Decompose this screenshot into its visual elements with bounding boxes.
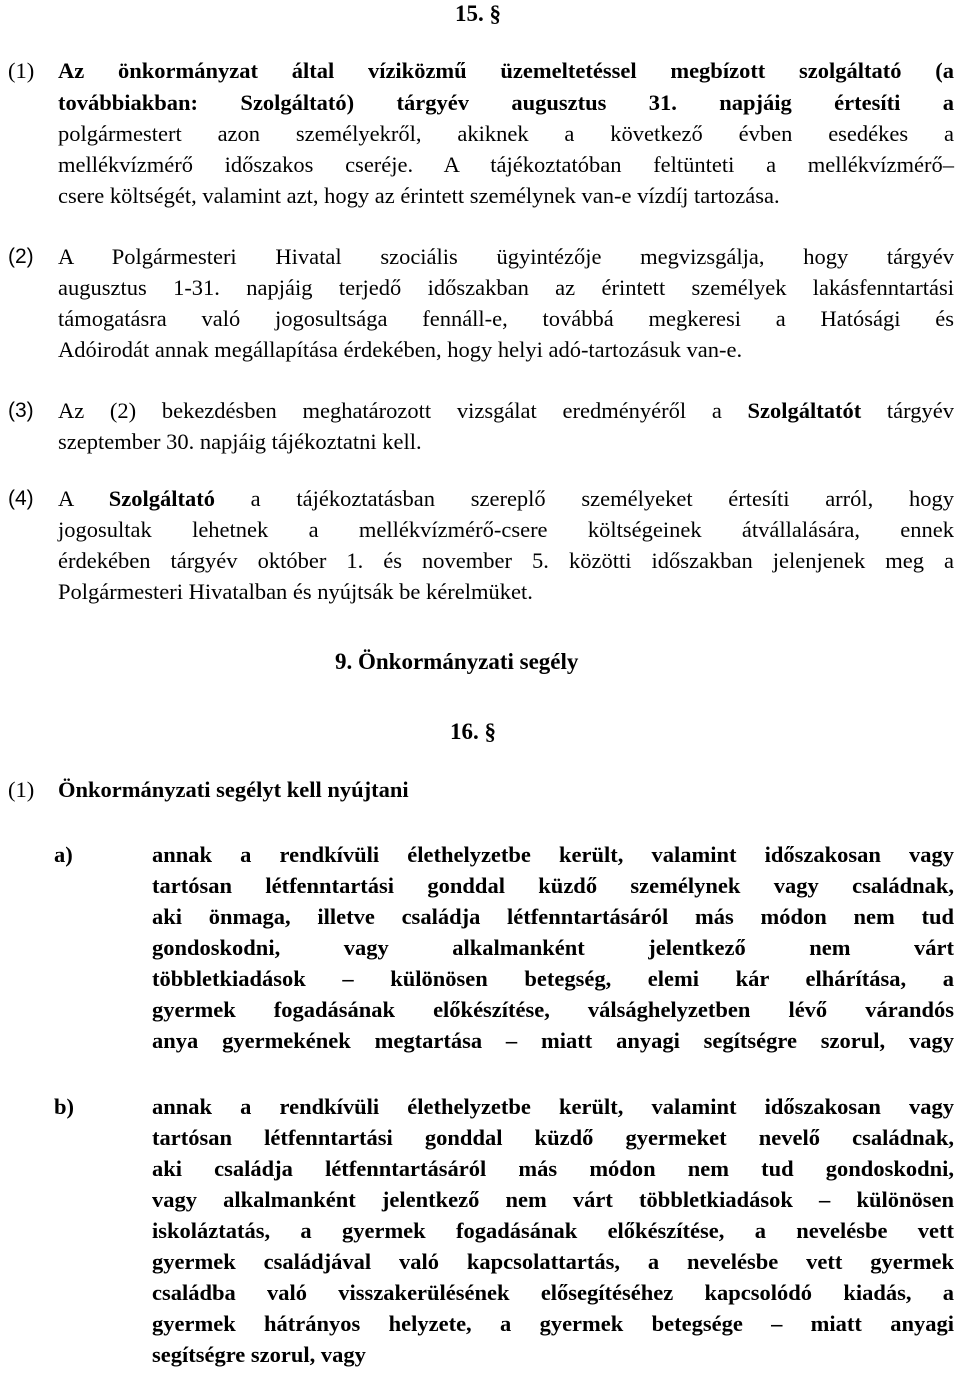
paragraph-line: jogosultak lehetnek a mellékvízmérő-csere költségeinek átvállalására, ennek [58, 517, 954, 542]
list-item-label: b) [54, 1094, 75, 1119]
defined-term: Szolgáltató [108, 486, 215, 511]
chapter-title: 9. Önkormányzati segély [335, 649, 579, 674]
list-item-line: aki önmaga, illetve családja létfenntartásáról más módon nem tud [152, 904, 954, 929]
list-item-label: a) [54, 842, 73, 867]
paragraph-number: (3) [8, 399, 34, 422]
paragraph-line: Adóirodát annak megállapítása érdekében, hogy helyi adó-tartozásuk van-e. [58, 337, 743, 362]
list-item-line: annak a rendkívüli élethelyzetbe került, valamint időszakosan vagy [152, 1094, 954, 1119]
paragraph-line: mellékvízmérő időszakos cseréje. A tájékoztatóban feltünteti a mellékvízmérő– [58, 152, 954, 177]
list-item-line: aki családja létfenntartásáról más módon nem tud gondoskodni, [152, 1156, 954, 1181]
paragraph-line: Polgármesteri Hivatalban és nyújtsák be kérelmüket. [58, 579, 533, 604]
paragraph-line: Az (2) bekezdésben meghatározott vizsgálat eredményéről a Szolgáltatót tárgyév [58, 398, 954, 423]
paragraph-line [58, 88, 954, 118]
list-item-line: annak a rendkívüli élethelyzetbe került, valamint időszakosan vagy [152, 842, 954, 867]
paragraph-intro: Önkormányzati segélyt kell nyújtani [58, 777, 409, 802]
section-16-heading: 16. § [450, 719, 496, 744]
paragraph-line: csere költségét, valamint azt, hogy az érintett személynek van-e vízdíj tartozása. [58, 183, 780, 208]
list-item-line: tartósan létfenntartási gonddal küzdő személynek vagy családnak, [152, 873, 954, 898]
paragraph-line: A Polgármesteri Hivatal szociális ügyintézője megvizsgálja, hogy tárgyév [58, 244, 954, 269]
defined-term: Szolgáltatót [747, 398, 862, 423]
list-item-line: gyermek családjával való kapcsolattartás, a nevelésbe vett gyermek [152, 1249, 954, 1274]
list-item-line: gyermek hátrányos helyzete, a gyermek betegsége – miatt anyagi [152, 1311, 954, 1336]
paragraph-line: A Szolgáltató a tájékoztatásban szereplő személyeket értesíti arról, hogy [58, 486, 954, 511]
paragraph-number: (2) [8, 245, 34, 268]
paragraph-number: (1) [8, 58, 35, 83]
section-15-heading: 15. § [455, 1, 501, 26]
list-item-line: családba való visszakerülésének elősegítéséhez kapcsolódó kiadás, a [152, 1280, 954, 1305]
list-item-line: gondoskodni, vagy alkalmanként jelentkező nem várt [152, 935, 954, 960]
list-item-line: iskoláztatás, a gyermek fogadásának előkészítése, a nevelésbe vett [152, 1218, 954, 1243]
paragraph-line: támogatásra való jogosultsága fennáll-e, továbbá megkeresi a Hatósági és [58, 306, 954, 331]
list-item-line: anya gyermekének megtartása – miatt anyagi segítségre szorul, vagy [152, 1028, 954, 1053]
paragraph-number: (4) [8, 487, 34, 510]
paragraph-number: (1) [8, 777, 35, 802]
list-item-line: vagy alkalmanként jelentkező nem várt többletkiadások – különösen [152, 1187, 954, 1212]
paragraph-line: Az önkormányzat által víziközmű üzemeltetéssel megbízott szolgáltató (a [58, 58, 954, 83]
paragraph-line: augusztus 1-31. napjáig terjedő időszakban az érintett személyek lakásfenntartási [58, 275, 954, 300]
list-item-line: gyermek fogadásának előkészítése, válsághelyzetben lévő várandós [152, 997, 954, 1022]
paragraph-line: szeptember 30. napjáig tájékoztatni kell. [58, 429, 422, 454]
defined-term: továbbiakban: Szolgáltató) tárgyév augusztus 31. napjáig értesíti a [58, 90, 954, 115]
list-item-line: tartósan létfenntartási gonddal küzdő gyermeket nevelő családnak, [152, 1125, 954, 1150]
list-item-line: többletkiadások – különösen betegség, elemi kár elhárítása, a [152, 966, 954, 991]
paragraph-line: polgármestert azon személyekről, akiknek a következő évben esedékes a [58, 121, 954, 146]
list-item-line: segítségre szorul, vagy [152, 1342, 366, 1367]
paragraph-line: érdekében tárgyév október 1. és november 5. közötti időszakban jelenjenek meg a [58, 548, 954, 573]
